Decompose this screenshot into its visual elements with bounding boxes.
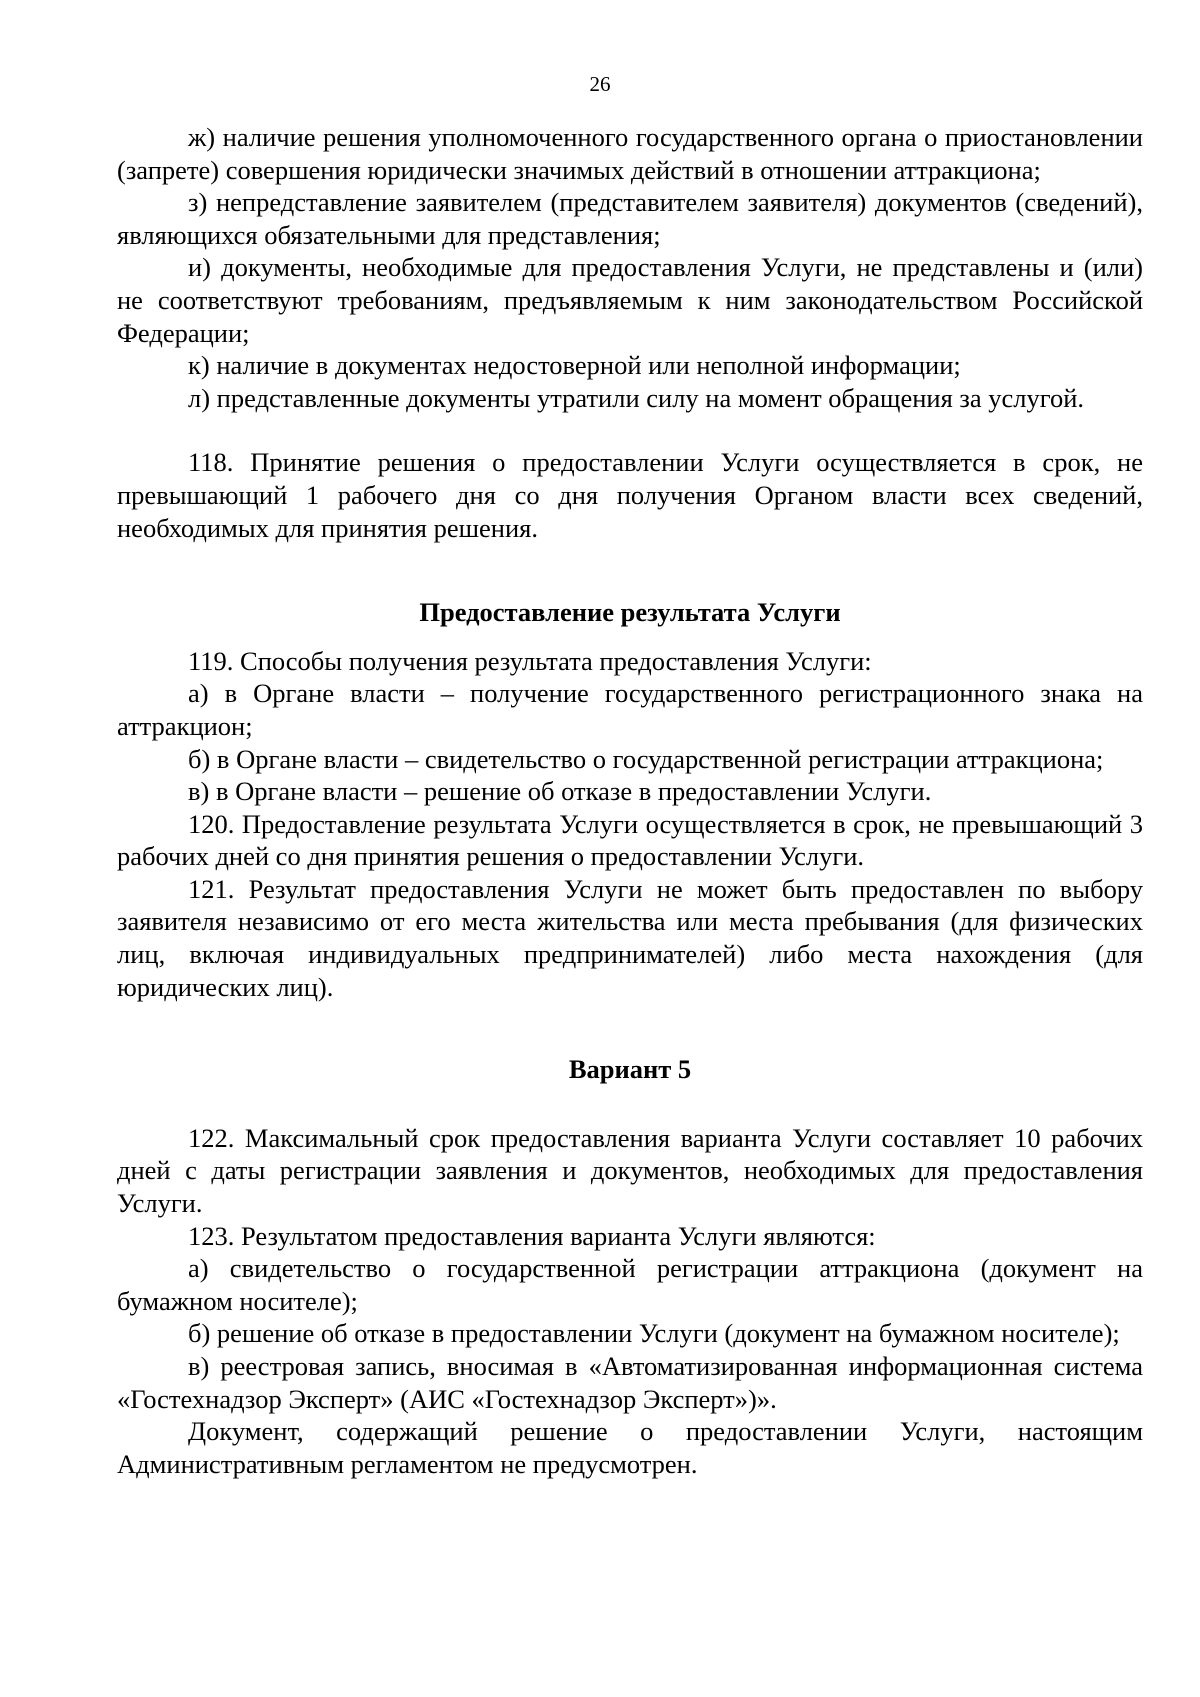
- item-z-documents-not-provided: з) непредставление заявителем (представителем заявителя) документов (сведений), являющихся обязательными для представления;: [117, 187, 1143, 250]
- document-body: [117, 121, 1143, 1480]
- item-123-v: в) реестровая запись, вносимая в «Автоматизированная информационная система «Гостехнадзор Эксперт» (АИС «Гостехнадзор Эксперт»)».: [117, 1351, 1143, 1414]
- item-k-unreliable-information: к) наличие в документах недостоверной или неполной информации;: [188, 350, 961, 381]
- item-i-documents-noncompliant: и) документы, необходимые для предоставления Услуги, не представлены и (или) не соответствуют требованиям, предъявляемым к ним законодательством Российской Федерации;: [117, 252, 1143, 348]
- item-zh-suspension-decision: ж) наличие решения уполномоченного государственного органа о приостановлении (запрете) совершения юридически значимых действий в отношении аттракциона;: [117, 122, 1143, 185]
- paragraph-118: 118. Принятие решения о предоставлении Услуги осуществляется в срок, не превышающий 1 рабочего дня со дня получения Органом власти всех сведений, необходимых для принятия решения.: [117, 447, 1143, 543]
- item-119-a: а) в Органе власти – получение государственного регистрационного знака на аттракцион;: [117, 678, 1143, 741]
- paragraph-121: 121. Результат предоставления Услуги не может быть предоставлен по выбору заявителя независимо от его места жительства или места пребывания (для физических лиц, включая индивидуальных предпринимателей) либо места нахождения (для юридических лиц).: [117, 873, 1143, 1002]
- item-123-a: а) свидетельство о государственной регистрации аттракциона (документ на бумажном носителе);: [117, 1253, 1143, 1316]
- item-119-v: в) в Органе власти – решение об отказе в предоставлении Услуги.: [188, 776, 932, 807]
- paragraph-final-note: Документ, содержащий решение о предоставлении Услуги, настоящим Административным регламентом не предусмотрен.: [117, 1416, 1143, 1479]
- item-119-b: б) в Органе власти – свидетельство о государственной регистрации аттракциона;: [188, 743, 1104, 774]
- item-123-b: б) решение об отказе в предоставлении Услуги (документ на бумажном носителе);: [188, 1318, 1120, 1349]
- paragraph-122: 122. Максимальный срок предоставления варианта Услуги составляет 10 рабочих дней с даты регистрации заявления и документов, необходимых для предоставления Услуги.: [117, 1122, 1143, 1219]
- section-heading-variant-5: Вариант 5: [568, 1054, 692, 1085]
- item-l-documents-expired: л) представленные документы утратили силу на момент обращения за услугой.: [188, 382, 1085, 413]
- paragraph-120: 120. Предоставление результата Услуги осуществляется в срок, не превышающий 3 рабочих дней со дня принятия решения о предоставлении Услуги.: [117, 808, 1143, 872]
- page-number: 26: [589, 72, 611, 96]
- paragraph-119: 119. Способы получения результата предоставления Услуги:: [188, 645, 872, 676]
- paragraph-123: 123. Результатом предоставления варианта Услуги являются:: [188, 1220, 876, 1251]
- section-heading-result: Предоставление результата Услуги: [419, 597, 841, 628]
